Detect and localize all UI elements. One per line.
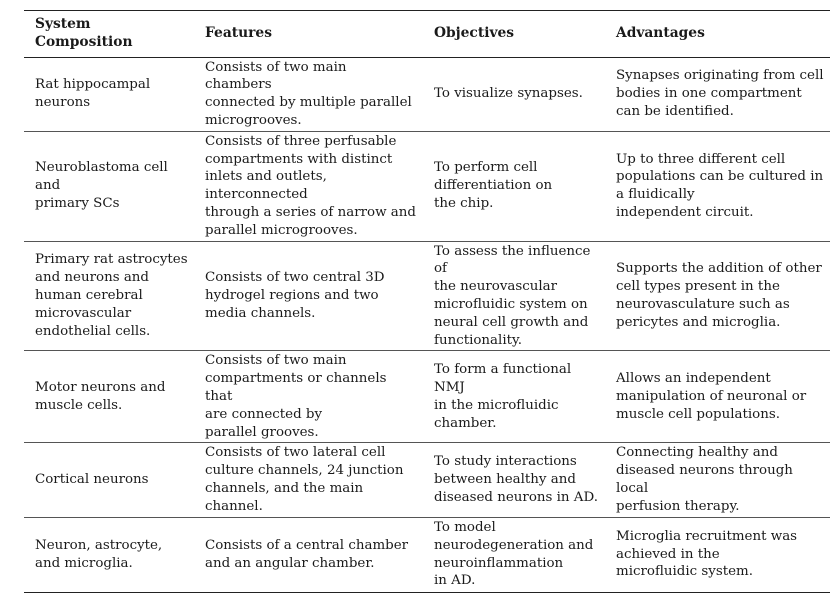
- cell-text: Cortical neurons: [35, 472, 149, 488]
- cell-features: [194, 241, 423, 351]
- cell-text: Consists of three perfusable compartments with distinct inlets and outlets, interconnected through a series of narrow and parallel microgrooves.: [205, 133, 416, 238]
- cell-objectives: [423, 57, 605, 131]
- cell-advantages: [605, 517, 830, 592]
- cell-text: To study interactions between healthy and diseased neurons in AD.: [434, 454, 598, 505]
- cell-text: Supports the addition of other cell types present in the neurovasculature such as pericytes and microglia.: [616, 261, 822, 330]
- cell-text: Microglia recruitment was achieved in the microfluidic system.: [616, 528, 798, 580]
- cell-text: Connecting healthy and diseased neurons through local perfusion therapy.: [616, 445, 793, 514]
- cell-objectives: [423, 517, 605, 592]
- cell-text: Neuroblastoma cell and primary SCs: [35, 160, 168, 212]
- header-row: [24, 11, 830, 58]
- cell-text: Synapses originating from cell bodies in one compartment can be identified.: [616, 68, 824, 120]
- header-objectives: Objectives: [423, 11, 605, 58]
- table-row: [24, 351, 830, 443]
- cell-features: [194, 351, 423, 443]
- cell-features: [194, 517, 423, 592]
- cell-text: To visualize synapses.: [434, 86, 583, 102]
- header-advantages: Advantages: [605, 11, 830, 58]
- cell-text: To perform cell differentiation on the chip.: [434, 160, 553, 212]
- table-body: [24, 57, 830, 592]
- cell-text: Allows an independent manipulation of neuronal or muscle cell populations.: [616, 371, 807, 422]
- cell-text: Rat hippocampal neurons: [35, 77, 151, 111]
- cell-text: Primary rat astrocytes and neurons and human cerebral microvascular endothelial cells.: [35, 252, 188, 339]
- cell-text: Consists of two main compartments or channels that are connected by parallel grooves.: [205, 353, 387, 440]
- cell-text: To form a functional NMJ in the microfluidic chamber.: [434, 362, 572, 431]
- cell-advantages: [605, 241, 830, 351]
- table-row: [24, 131, 830, 241]
- header-features: Features: [194, 11, 423, 58]
- cell-features: [194, 443, 423, 517]
- cell-objectives: [423, 241, 605, 351]
- cell-text: Motor neurons and muscle cells.: [35, 380, 166, 413]
- table-header: [24, 11, 830, 58]
- cell-text: To model neurodegeneration and neuroinflammation in AD.: [434, 519, 594, 589]
- cell-text: Consists of two lateral cell culture channels, 24 junction channels, and the main channel.: [205, 445, 404, 514]
- cell-advantages: [605, 443, 830, 517]
- cell-advantages: [605, 131, 830, 241]
- cell-features: [194, 57, 423, 131]
- cell-system: [24, 351, 194, 443]
- cell-system: [24, 57, 194, 131]
- table-row: [24, 443, 830, 517]
- cell-system: [24, 241, 194, 351]
- cell-objectives: [423, 443, 605, 517]
- cell-system: [24, 131, 194, 241]
- cell-text: To assess the influence of the neurovascular microfluidic system on neural cell growth and functionality.: [434, 243, 591, 348]
- cell-advantages: [605, 351, 830, 443]
- cell-objectives: [423, 351, 605, 443]
- cell-text: Neuron, astrocyte, and microglia.: [35, 537, 163, 571]
- table-row: [24, 241, 830, 351]
- cell-text: Up to three different cell populations can be cultured in a fluidically independent circuit.: [616, 151, 824, 220]
- cell-text: Consists of a central chamber and an angular chamber.: [205, 537, 409, 571]
- table-row: [24, 517, 830, 592]
- cell-advantages: [605, 57, 830, 131]
- cell-objectives: [423, 131, 605, 241]
- cell-features: [194, 131, 423, 241]
- header-system-composition: System Composition: [24, 11, 194, 58]
- cell-text: Consists of two central 3D hydrogel regions and two media channels.: [205, 270, 385, 321]
- table-row: [24, 57, 830, 131]
- cell-text: Consists of two main chambers connected by multiple parallel microgrooves.: [205, 59, 412, 128]
- cell-system: [24, 517, 194, 592]
- microfluidic-systems-table: [24, 10, 830, 593]
- cell-system: [24, 443, 194, 517]
